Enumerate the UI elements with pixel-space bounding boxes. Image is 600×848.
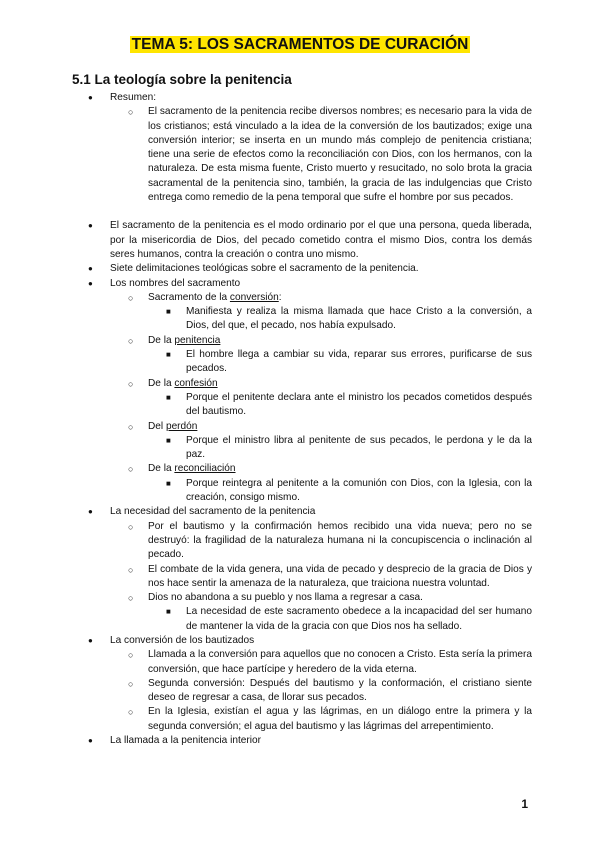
circle-bullet-icon: ○ xyxy=(128,593,134,604)
list-item: ■ Porque el penitente declara ante el ministro los pecados cometidos después del bautismo. xyxy=(166,391,532,418)
square-bullet-icon: ■ xyxy=(166,435,171,445)
list-item: ○ De la penitencia ■ El hombre llega a cambiar su vida, reparar sus errores, purificarse de sus pecados. xyxy=(110,334,532,377)
list-item: ● Los nombres del sacramento ○ Sacramento de la conversión: ■ Manifiesta y realiza la misma llamada que hace Cristo a la conversión, a Dios, del que, el pecado, nos había expulsado. ○ De la penitencia ■ El hombre llega a cambiar su vida, reparar sus errores, purificarse de sus pecados. ○ De la confesión ■ Porque el penitente declara ante el ministro los pecados cometidos después del bautismo. ○ Del perdón ■ Porque el ministro libra al penitente de sus pecados, le perdona y le da la paz. ○ De la reconciliación ■ Porque reintegra al penitente a la comunión con Dios, con la Iglesia, con la creación, consigo mismo. xyxy=(72,277,532,506)
circle-bullet-icon: ○ xyxy=(128,707,134,718)
list-item: ○ Sacramento de la conversión: ■ Manifiesta y realiza la misma llamada que hace Cristo a la conversión, a Dios, del que, el pecado, nos había expulsado. xyxy=(110,291,532,334)
list-item: ■ La necesidad de este sacramento obedece a la incapacidad del ser humano de mantener la vida de la gracia con que Dios nos ha sellado. xyxy=(166,606,532,632)
list-item: ○ El combate de la vida genera, una vida de pecado y desprecio de la gracia de Dios y nos hace sentir la amenaza de la naturaleza, que traiciona nuestra voluntad. xyxy=(128,563,532,589)
list-item: ■ Manifiesta y realiza la misma llamada que hace Cristo a la conversión, a Dios, del que, el pecado, nos había expulsado. xyxy=(166,306,532,332)
circle-bullet-icon: ○ xyxy=(128,421,134,432)
circle-bullet-icon: ○ xyxy=(128,378,134,389)
list-item: ○ Por el bautismo y la confirmación hemos recibido una vida nueva; pero no se destruyó: la fragilidad de la naturaleza humana ni la concupiscencia o inclinación al pecado. xyxy=(128,520,532,561)
list-item: ■ El hombre llega a cambiar su vida, reparar sus errores, purificarse de sus pecados. xyxy=(166,349,532,375)
list-item: ○ Dios no abandona a su pueblo y nos llama a regresar a casa. ■ La necesidad de este sacramento obedece a la incapacidad del ser humano de mantener la vida de la gracia con que Dios nos ha sellado. xyxy=(110,591,532,634)
square-bullet-icon: ■ xyxy=(166,307,171,317)
square-bullet-icon: ■ xyxy=(166,392,171,402)
list-item: ○ De la confesión ■ Porque el penitente declara ante el ministro los pecados cometidos después del bautismo. xyxy=(110,377,532,420)
bullet-icon: ● xyxy=(88,278,93,288)
circle-bullet-icon: ○ xyxy=(128,464,134,475)
page-number: 1 xyxy=(521,797,528,811)
list-item: ○ De la reconciliación ■ Porque reintegra al penitente a la comunión con Dios, con la Iglesia, con la creación, consigo mismo. xyxy=(110,462,532,505)
list-item: ○ Del perdón ■ Porque el ministro libra al penitente de sus pecados, le perdona y le da la paz. xyxy=(110,420,532,463)
list-item: ● La conversión de los bautizados ○ Llamada a la conversión para aquellos que no conocen a Cristo. Esta sería la primera conversión, que hace partícipe y heredero de la vida eterna. ○ Segunda conversión: Después del bautismo y la conformación, el cristiano siente deseo de regresar a casa, de llorar sus pecados. ○ En la Iglesia, existían el agua y las lágrimas, en un diálogo entre la primera y la segunda conversión; el agua del bautismo y las lágrimas del arrepentimiento. xyxy=(72,634,532,734)
section-heading: 5.1 La teología sobre la penitencia xyxy=(72,72,292,87)
bullet-icon: ● xyxy=(88,93,93,102)
list-item: ○ El sacramento de la penitencia recibe diversos nombres; es necesario para la vida de los cristianos; está vinculado a la idea de la conversión de los bautizados; exige una conversión interior; se inserta en un mundo más complejo de penitencia cristiana; tiene una serie de efectos como la reconciliación con Dios, con los hermanos, con la naturaleza. De esta misma fuente, Cristo muerto y resucitado, no solo brota la gracia sacramental de la penitencia sino, también, la gracia de las indulgencias que Cristo entrega como remedio de la pena temporal que sufre el hombre por sus pecados. xyxy=(128,106,532,204)
list-item: ○ Segunda conversión: Después del bautismo y la conformación, el cristiano siente deseo de regresar a casa, de llorar sus pecados. xyxy=(128,677,532,704)
list-item: ● El sacramento de la penitencia es el modo ordinario por el que una persona, queda liberada, por la misericordia de Dios, del pecado cometido contra el mismo Dios, contra los demás seres humanos, contra la creación o contra uno mismo. xyxy=(88,220,532,260)
list-item: ● La necesidad del sacramento de la penitencia ○ Por el bautismo y la confirmación hemos recibido una vida nueva; pero no se destruyó: la fragilidad de la naturaleza humana ni la concupiscencia o inclinación al pecado. ○ El combate de la vida genera, una vida de pecado y desprecio de la gracia de Dios y nos hace sentir la amenaza de la naturaleza, que traiciona nuestra voluntad. ○ Dios no abandona a su pueblo y nos llama a regresar a casa. ■ La necesidad de este sacramento obedece a la incapacidad del ser humano de mantener la vida de la gracia con que Dios nos ha sellado. xyxy=(72,505,532,634)
list-item: ■ Porque reintegra al penitente a la comunión con Dios, con la Iglesia, con la creación, consigo mismo. xyxy=(166,477,532,504)
document-title: TEMA 5: LOS SACRAMENTOS DE CURACIÓN xyxy=(131,36,469,53)
circle-bullet-icon: ○ xyxy=(128,521,134,532)
list-item: ■ Porque el ministro libra al penitente de sus pecados, le perdona y le da la paz. xyxy=(166,434,532,461)
bullet-icon: ● xyxy=(88,507,93,517)
circle-bullet-icon: ○ xyxy=(128,650,134,661)
square-bullet-icon: ■ xyxy=(166,350,171,360)
circle-bullet-icon: ○ xyxy=(128,335,134,346)
bullet-icon: ● xyxy=(88,264,93,274)
list-item: ● La llamada a la penitencia interior xyxy=(72,734,532,748)
list-item: ● Siete delimitaciones teológicas sobre el sacramento de la penitencia. xyxy=(72,262,532,276)
circle-bullet-icon: ○ xyxy=(128,292,134,303)
circle-bullet-icon: ○ xyxy=(128,564,134,575)
bullet-icon: ● xyxy=(88,736,93,746)
square-bullet-icon: ■ xyxy=(166,607,171,617)
list-item: ○ En la Iglesia, existían el agua y las lágrimas, en un diálogo entre la primera y la segunda conversión; el agua del bautismo y las lágrimas del arrepentimiento. xyxy=(128,706,532,732)
circle-bullet-icon: ○ xyxy=(128,107,134,118)
bullet-icon: ● xyxy=(88,635,93,645)
bullet-icon: ● xyxy=(88,221,93,231)
document-body xyxy=(72,91,532,748)
list-item: ○ Llamada a la conversión para aquellos que no conocen a Cristo. Esta sería la primera conversión, que hace partícipe y heredero de la vida eterna. xyxy=(128,649,532,675)
list-item: ● Resumen: ○ El sacramento de la penitencia recibe diversos nombres; es necesario para la vida de los cristianos; está vinculado a la idea de la conversión de los bautizados; exige una conversión interior; se inserta en un mundo más complejo de penitencia cristiana; tiene una serie de efectos como la reconciliación con Dios, con los hermanos, con la naturaleza. De esta misma fuente, Cristo muerto y resucitado, no solo brota la gracia sacramental de la penitencia sino, también, la gracia de las indulgencias que Cristo entrega como remedio de la pena temporal que sufre el hombre por sus pecados. xyxy=(72,91,532,205)
circle-bullet-icon: ○ xyxy=(128,678,134,689)
square-bullet-icon: ■ xyxy=(166,478,171,488)
